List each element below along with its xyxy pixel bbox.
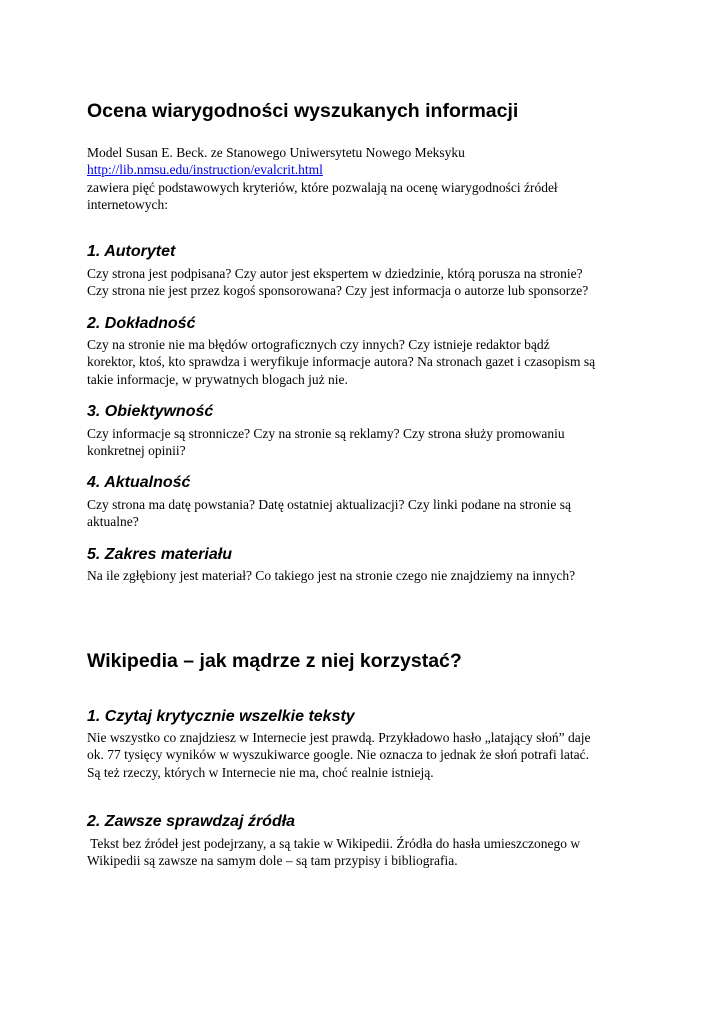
criterion-text-objectivity	[87, 425, 647, 460]
intro-line: internetowych:	[87, 196, 168, 212]
source-link[interactable]: http://lib.nmsu.edu/instruction/evalcrit.html	[87, 162, 323, 178]
wiki-text-read-critically	[87, 729, 647, 781]
text-line: Czy na stronie nie ma błędów ortograficznych czy innych? Czy istnieje redaktor bądź	[87, 337, 550, 352]
criterion-text-currency	[87, 496, 647, 531]
text-line: Czy strona ma datę powstania? Datę ostatniej aktualizacji? Czy linki podane na stronie są	[87, 497, 571, 512]
criterion-heading-coverage: 5. Zakres materiału	[87, 546, 232, 563]
criterion-heading-currency: 4. Aktualność	[87, 474, 191, 491]
text-line: Czy informacje są stronnicze? Czy na stronie są reklamy? Czy strona służy promowaniu	[87, 426, 565, 441]
text-line: Czy strona jest podpisana? Czy autor jest ekspertem w dziedzinie, którą porusza na stronie?	[87, 266, 583, 281]
wiki-heading-read-critically: 1. Czytaj krytycznie wszelkie teksty	[87, 708, 355, 725]
text-line: takie informacje, w prywatnych blogach już nie.	[87, 371, 348, 387]
criterion-heading-accuracy: 2. Dokładność	[87, 315, 196, 332]
intro-paragraph	[87, 144, 647, 213]
wiki-text-check-sources	[87, 835, 647, 870]
text-line: Wikipedii są zawsze na samym dole – są tam przypisy i bibliografia.	[87, 853, 458, 869]
text-line: Są też rzeczy, których w Internecie nie ma, choć realnie istnieją.	[87, 764, 434, 780]
text-line: aktualne?	[87, 514, 139, 530]
intro-line: Model Susan E. Beck. ze Stanowego Uniwersytetu Nowego Meksyku	[87, 145, 465, 160]
text-line: korektor, ktoś, kto sprawdza i weryfikuje informacje autora? Na stronach gazet i czasopism są	[87, 354, 596, 370]
criterion-text-authority	[87, 265, 647, 300]
criterion-heading-objectivity: 3. Obiektywność	[87, 403, 214, 420]
criterion-text-accuracy	[87, 336, 647, 388]
criterion-heading-authority: 1. Autorytet	[87, 243, 176, 260]
text-line: Czy strona nie jest przez kogoś sponsorowana? Czy jest informacja o autorze lub sponsorze?	[87, 283, 589, 299]
text-line: Nie wszystko co znajdziesz w Internecie jest prawdą. Przykładowo hasło „latający słoń” daje	[87, 730, 591, 745]
section-title-wikipedia: Wikipedia – jak mądrze z niej korzystać?	[87, 650, 462, 672]
criterion-text-coverage	[87, 567, 647, 584]
text-line: ok. 77 tysięcy wyników w wyszukiwarce google. Nie oznacza to jednak że słoń potrafi latać.	[87, 747, 589, 763]
intro-line: zawiera pięć podstawowych kryteriów, które pozwalają na ocenę wiarygodności źródeł	[87, 179, 558, 195]
text-line: Tekst bez źródeł jest podejrzany, a są takie w Wikipedii. Źródła do hasła umieszczonego w	[87, 836, 581, 851]
wiki-heading-check-sources: 2. Zawsze sprawdzaj źródła	[87, 813, 296, 830]
page-title: Ocena wiarygodności wyszukanych informacji	[87, 100, 519, 122]
text-line: Na ile zgłębiony jest materiał? Co takiego jest na stronie czego nie znajdziemy na innych?	[87, 568, 576, 583]
text-line: konkretnej opinii?	[87, 443, 186, 459]
